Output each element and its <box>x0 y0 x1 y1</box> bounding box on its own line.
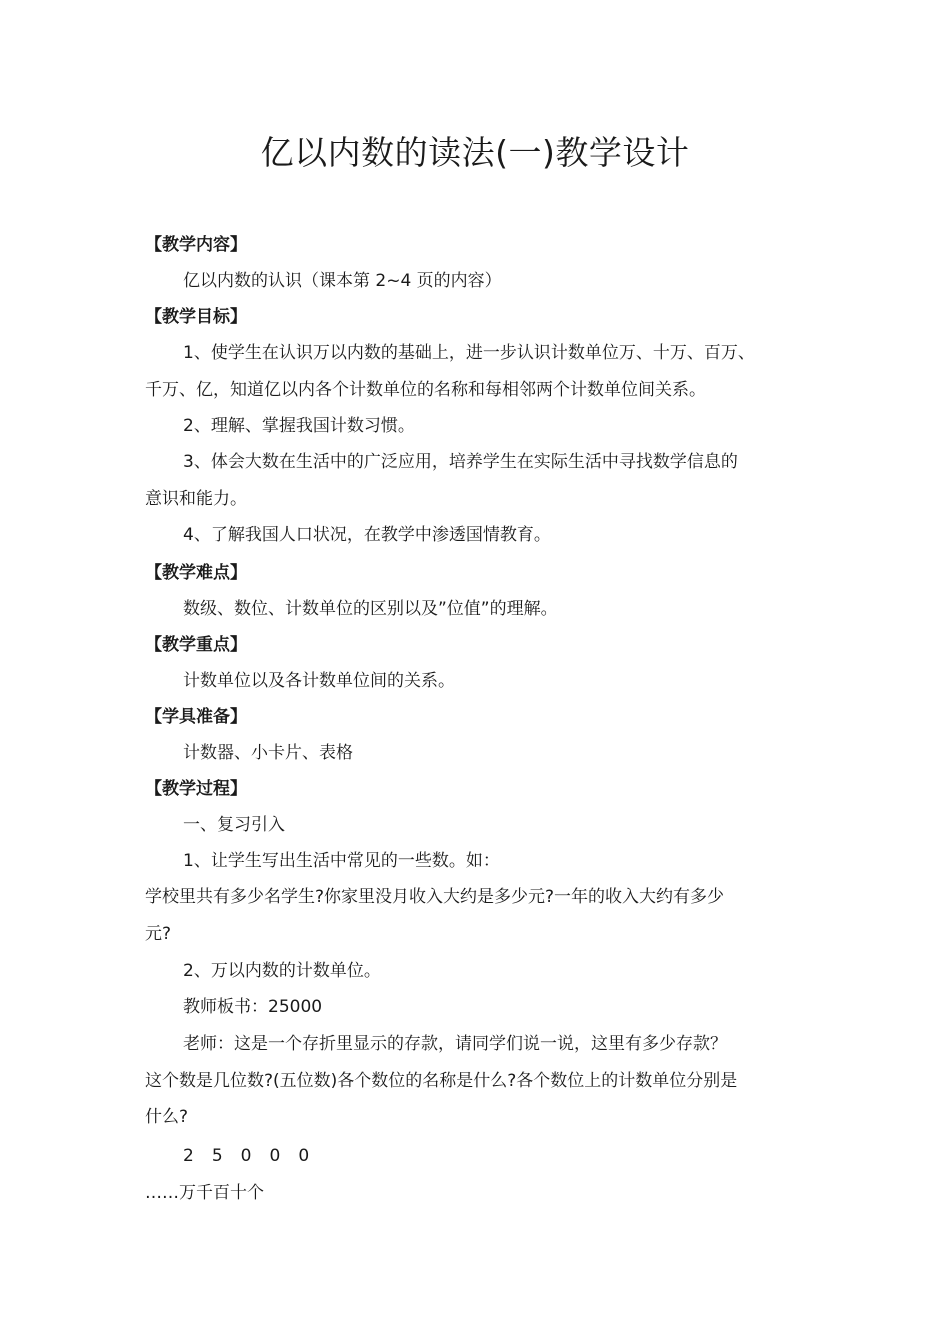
digit: 0 <box>240 1146 252 1166</box>
digit: 2 <box>183 1146 194 1166</box>
section-heading-content: 【教学内容】 <box>145 235 247 255</box>
section-heading-goals: 【教学目标】 <box>145 307 247 327</box>
paragraph: 学校里共有多少名学生?你家里没月收入大约是多少元?一年的收入大约有多少 <box>145 887 725 907</box>
units-line: ……万千百十个 <box>145 1183 264 1203</box>
paragraph: 老师：这是一个存折里显示的存款，请同学们说一说，这里有多少存款？ <box>183 1034 727 1054</box>
paragraph: 元? <box>145 924 172 944</box>
paragraph: 2、万以内数的计数单位。 <box>183 961 381 981</box>
paragraph: 4、了解我国人口状况，在教学中渗透国情教育。 <box>183 525 551 545</box>
paragraph: 2、理解、掌握我国计数习惯。 <box>183 416 415 436</box>
digit: 5 <box>211 1146 223 1166</box>
paragraph: 亿以内数的认识（课本第 2~4 页的内容） <box>183 271 502 291</box>
paragraph: 这个数是几位数?(五位数)各个数位的名称是什么?各个数位上的计数单位分别是 <box>145 1071 738 1091</box>
paragraph: 什么? <box>145 1107 189 1127</box>
paragraph: 数级、数位、计数单位的区别以及”位值”的理解。 <box>183 599 558 619</box>
paragraph: 3、体会大数在生活中的广泛应用，培养学生在实际生活中寻找数学信息的 <box>183 452 738 472</box>
paragraph: 计数器、小卡片、表格 <box>183 743 353 763</box>
section-heading-tools: 【学具准备】 <box>145 707 247 727</box>
paragraph: 教师板书：25000 <box>183 997 323 1017</box>
paragraph: 千万、亿，知道亿以内各个计数单位的名称和每相邻两个计数单位间关系。 <box>145 380 706 400</box>
paragraph: 1、使学生在认识万以内数的基础上，进一步认识计数单位万、十万、百万、 <box>183 343 755 363</box>
paragraph: 意识和能力。 <box>145 489 247 509</box>
page-title: 亿以内数的读法(一)教学设计 <box>260 133 690 172</box>
paragraph: 1、让学生写出生活中常见的一些数。如： <box>183 851 500 871</box>
paragraph: 一、复习引入 <box>183 815 285 835</box>
paragraph: 计数单位以及各计数单位间的关系。 <box>183 671 455 691</box>
section-heading-difficulty: 【教学难点】 <box>145 563 247 583</box>
section-heading-process: 【教学过程】 <box>145 779 247 799</box>
section-heading-key: 【教学重点】 <box>145 635 247 655</box>
digit: 0 <box>298 1146 310 1166</box>
digit: 0 <box>269 1146 281 1166</box>
digit-row <box>183 1143 863 1169</box>
